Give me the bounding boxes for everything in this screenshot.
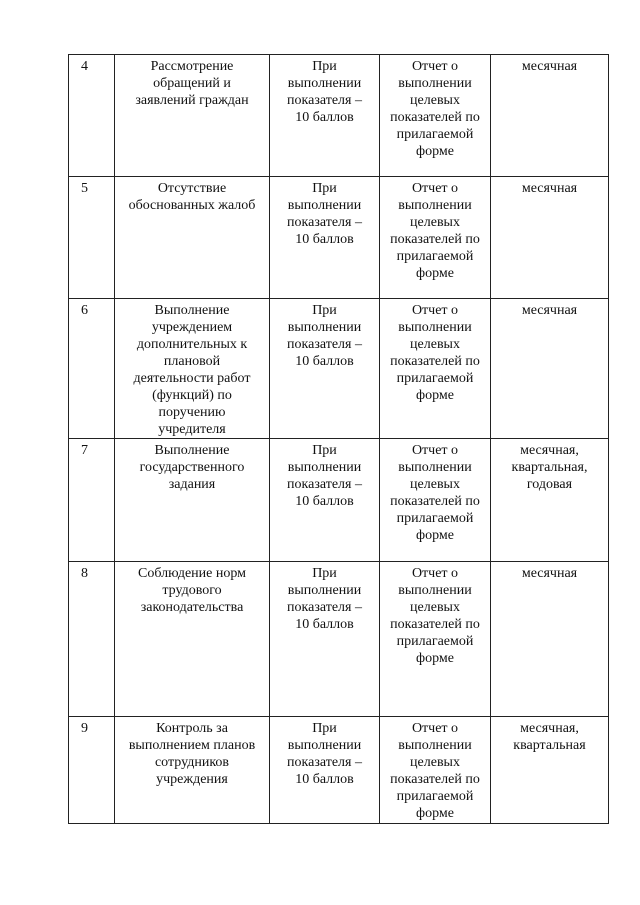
indicator-cell: Выполнение государственного задания	[115, 439, 270, 562]
row-number: 7	[69, 439, 115, 562]
table-row	[69, 177, 609, 299]
table-row	[69, 55, 609, 177]
row-number: 8	[69, 562, 115, 717]
period-cell: месячная	[491, 299, 609, 439]
row-number: 9	[69, 717, 115, 824]
indicator-cell: Соблюдение норм трудового законодательства	[115, 562, 270, 717]
period-cell: месячная, квартальная	[491, 717, 609, 824]
report-cell: Отчет о выполнении целевых показателей по прилагаемой форме	[380, 55, 491, 177]
indicator-cell: Выполнение учреждением дополнительных к плановой деятельности работ (функций) по поручению учредителя	[115, 299, 270, 439]
condition-cell: При выполнении показателя – 10 баллов	[270, 439, 380, 562]
condition-cell: При выполнении показателя – 10 баллов	[270, 177, 380, 299]
table-row	[69, 299, 609, 439]
row-number: 5	[69, 177, 115, 299]
condition-cell: При выполнении показателя – 10 баллов	[270, 299, 380, 439]
indicators-table	[68, 54, 609, 824]
condition-cell: При выполнении показателя – 10 баллов	[270, 562, 380, 717]
period-cell: месячная	[491, 562, 609, 717]
indicator-cell: Отсутствие обоснованных жалоб	[115, 177, 270, 299]
report-cell: Отчет о выполнении целевых показателей по прилагаемой форме	[380, 562, 491, 717]
indicator-cell: Рассмотрение обращений и заявлений граждан	[115, 55, 270, 177]
table-row	[69, 717, 609, 824]
report-cell: Отчет о выполнении целевых показателей по прилагаемой форме	[380, 177, 491, 299]
report-cell: Отчет о выполнении целевых показателей по прилагаемой форме	[380, 439, 491, 562]
report-cell: Отчет о выполнении целевых показателей по прилагаемой форме	[380, 717, 491, 824]
table-row	[69, 439, 609, 562]
condition-cell: При выполнении показателя – 10 баллов	[270, 717, 380, 824]
row-number: 4	[69, 55, 115, 177]
indicator-cell: Контроль за выполнением планов сотрудников учреждения	[115, 717, 270, 824]
period-cell: месячная	[491, 177, 609, 299]
row-number: 6	[69, 299, 115, 439]
condition-cell: При выполнении показателя – 10 баллов	[270, 55, 380, 177]
period-cell: месячная, квартальная, годовая	[491, 439, 609, 562]
table-row	[69, 562, 609, 717]
period-cell: месячная	[491, 55, 609, 177]
report-cell: Отчет о выполнении целевых показателей по прилагаемой форме	[380, 299, 491, 439]
